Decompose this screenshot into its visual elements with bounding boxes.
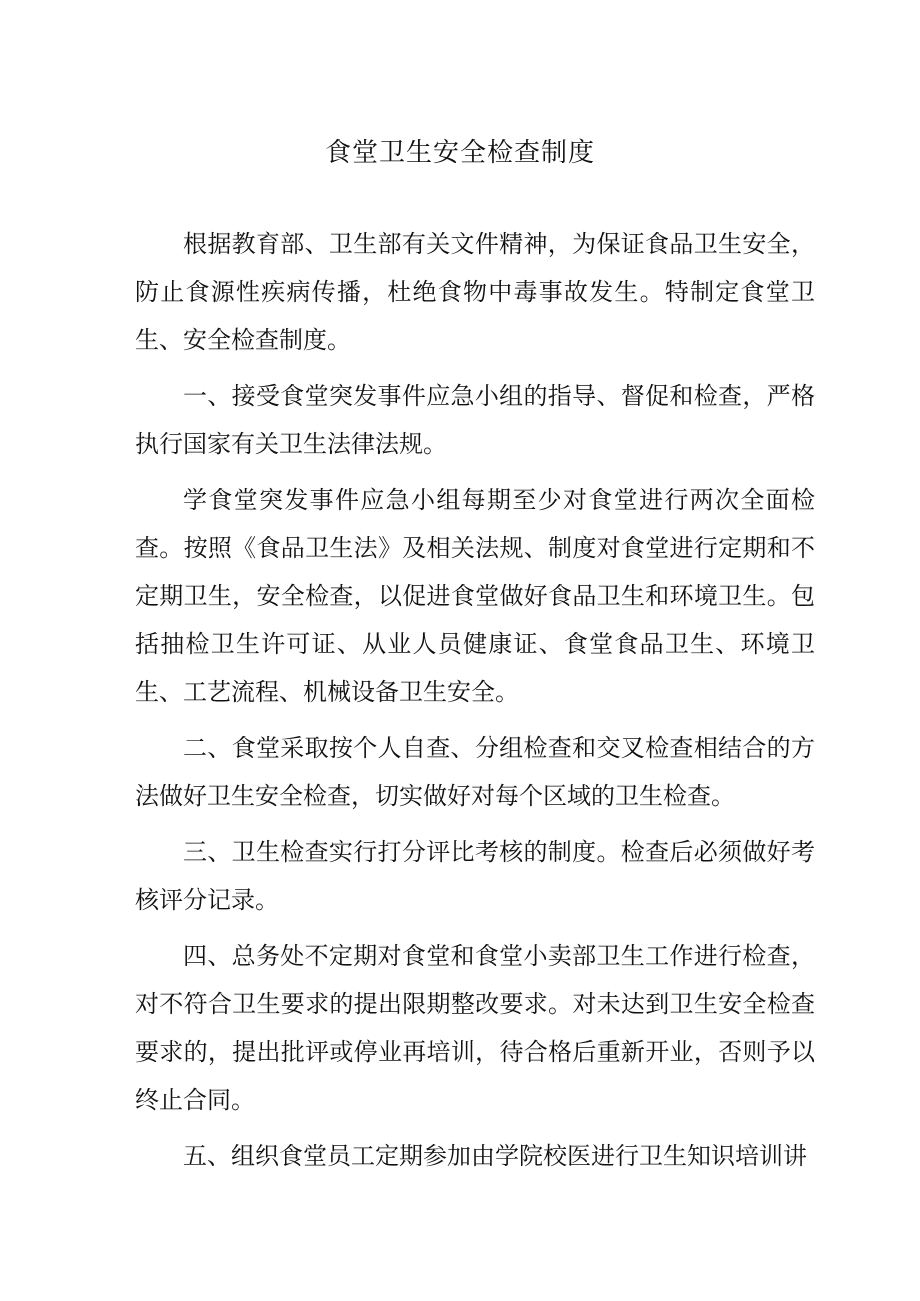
paragraph-item-3: 三、卫生检查实行打分评比考核的制度。检查后必须做好考核评分记录。 [135,838,815,914]
paragraph-item-1-detail: 学食堂突发事件应急小组每期至少对食堂进行两次全面检查。按照《食品卫生法》及相关法规、制度对食堂进行定期和不定期卫生，安全检查，以促进食堂做好食品卫生和环境卫生。包括抽检卫生许可证、从业人员健康证、食堂食品卫生、环境卫生、工艺流程、机械设备卫生安全。 [135,486,815,706]
paragraph-item-5: 五、组织食堂员工定期参加由学院校医进行卫生知识培训讲 [183,1142,807,1170]
paragraph-item-2: 二、食堂采取按个人自查、分组检查和交叉检查相结合的方法做好卫生安全检查，切实做好对每个区域的卫生检查。 [135,734,815,810]
paragraph-item-1: 一、接受食堂突发事件应急小组的指导、督促和检查，严格执行国家有关卫生法律法规。 [135,382,815,458]
paragraph-item-4: 四、总务处不定期对食堂和食堂小卖部卫生工作进行检查，对不符合卫生要求的提出限期整改要求。对未达到卫生安全检查要求的，提出批评或停业再培训，待合格后重新开业，否则予以终止合同。 [135,942,815,1114]
document-title: 食堂卫生安全检查制度 [324,138,595,168]
paragraph-intro: 根据教育部、卫生部有关文件精神，为保证食品卫生安全，防止食源性疾病传播，杜绝食物中毒事故发生。特制定食堂卫生、安全检查制度。 [135,230,815,354]
document-body [135,220,815,1188]
